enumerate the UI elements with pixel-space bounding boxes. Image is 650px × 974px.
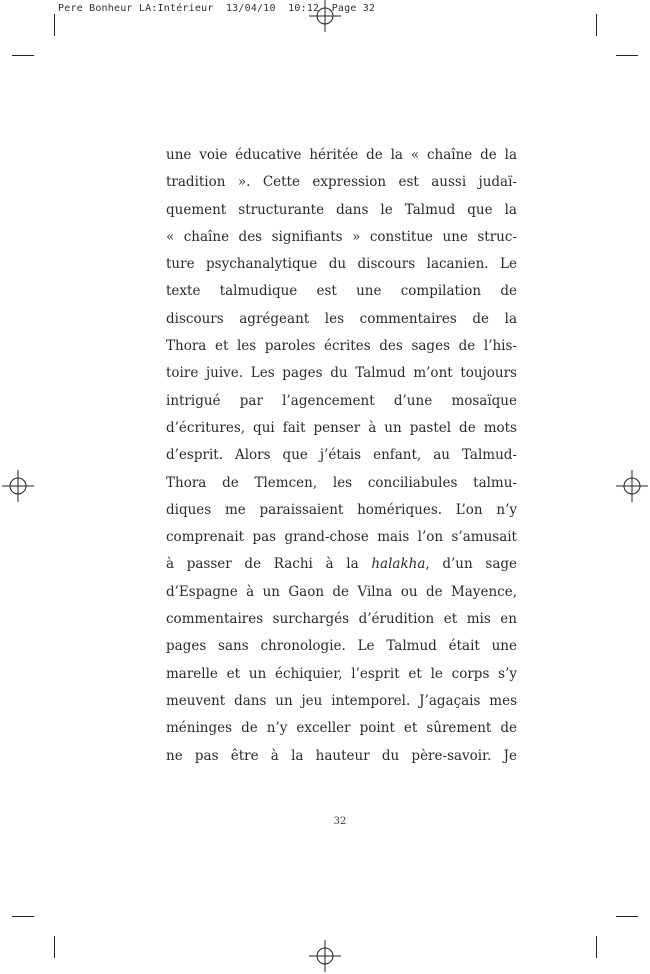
- text-line: quement structurante dans le Talmud que la: [166, 201, 517, 218]
- crop-mark-bottom-right-vertical: [596, 936, 597, 958]
- text-line: comprenait pas grand-chose mais l’on s’amusait: [166, 529, 517, 546]
- crop-mark-bottom-right-horizontal: [616, 916, 638, 917]
- text-segment: à passer de Rachi à la: [166, 556, 372, 573]
- text-line: marelle et un échiquier, l’esprit et le corps s’y: [166, 665, 517, 682]
- printer-slug: Pere Bonheur LA:Intérieur 13/04/10 10:12 Page 32: [58, 3, 376, 14]
- crop-mark-top-right-vertical: [596, 14, 597, 36]
- text-line: méninges de n’y exceller point et sûrement de: [166, 720, 517, 737]
- text-line: commentaires surchargés d’érudition et mis en: [166, 611, 517, 628]
- text-line: discours agrégeant les commentaires de la: [166, 310, 517, 327]
- text-line: meuvent dans un jeu intemporel. J’agaçais mes: [166, 692, 517, 709]
- text-line: Thora et les paroles écrites des sages de l’his-: [166, 338, 517, 355]
- text-line: « chaîne des signifiants » constitue une struc-: [166, 228, 517, 245]
- registration-mark-right: [614, 468, 650, 504]
- crop-mark-top-right-horizontal: [616, 55, 638, 56]
- text-line: intrigué par l’agencement d’une mosaïque: [166, 392, 517, 409]
- crop-mark-bottom-left-horizontal: [12, 916, 34, 917]
- text-line: d’Espagne à un Gaon de Vilna ou de Mayence,: [166, 583, 517, 600]
- registration-mark-left: [0, 468, 36, 504]
- text-line: texte talmudique est une compilation de: [166, 283, 517, 300]
- crop-mark-bottom-left-vertical: [54, 936, 55, 958]
- registration-mark-top: [307, 0, 343, 34]
- page-number: 32: [333, 816, 347, 827]
- crop-mark-top-left-horizontal: [12, 55, 34, 56]
- registration-mark-bottom: [307, 938, 343, 974]
- text-line: pages sans chronologie. Le Talmud était une: [166, 638, 517, 655]
- body-text: [166, 142, 517, 770]
- crop-mark-top-left-vertical: [54, 14, 55, 36]
- text-line: ne pas être à la hauteur du père-savoir. Je: [166, 747, 517, 764]
- text-segment: , d’un sage: [425, 556, 517, 573]
- text-line: d’esprit. Alors que j’étais enfant, au Talmud-: [166, 447, 517, 464]
- text-line: toire juive. Les pages du Talmud m’ont toujours: [166, 365, 517, 382]
- text-line: Thora de Tlemcen, les conciliabules talmu-: [166, 474, 517, 491]
- text-line: diques me paraissaient homériques. L’on n’y: [166, 501, 517, 518]
- text-line: ture psychanalytique du discours lacanien. Le: [166, 256, 517, 273]
- text-line: tradition ». Cette expression est aussi judaï-: [166, 174, 517, 191]
- text-line: d’écritures, qui fait penser à un pastel de mots: [166, 419, 517, 436]
- italic-term: halakha: [371, 556, 426, 573]
- text-line-with-italic: [166, 551, 517, 578]
- text-line: une voie éducative héritée de la « chaîne de la: [166, 147, 517, 163]
